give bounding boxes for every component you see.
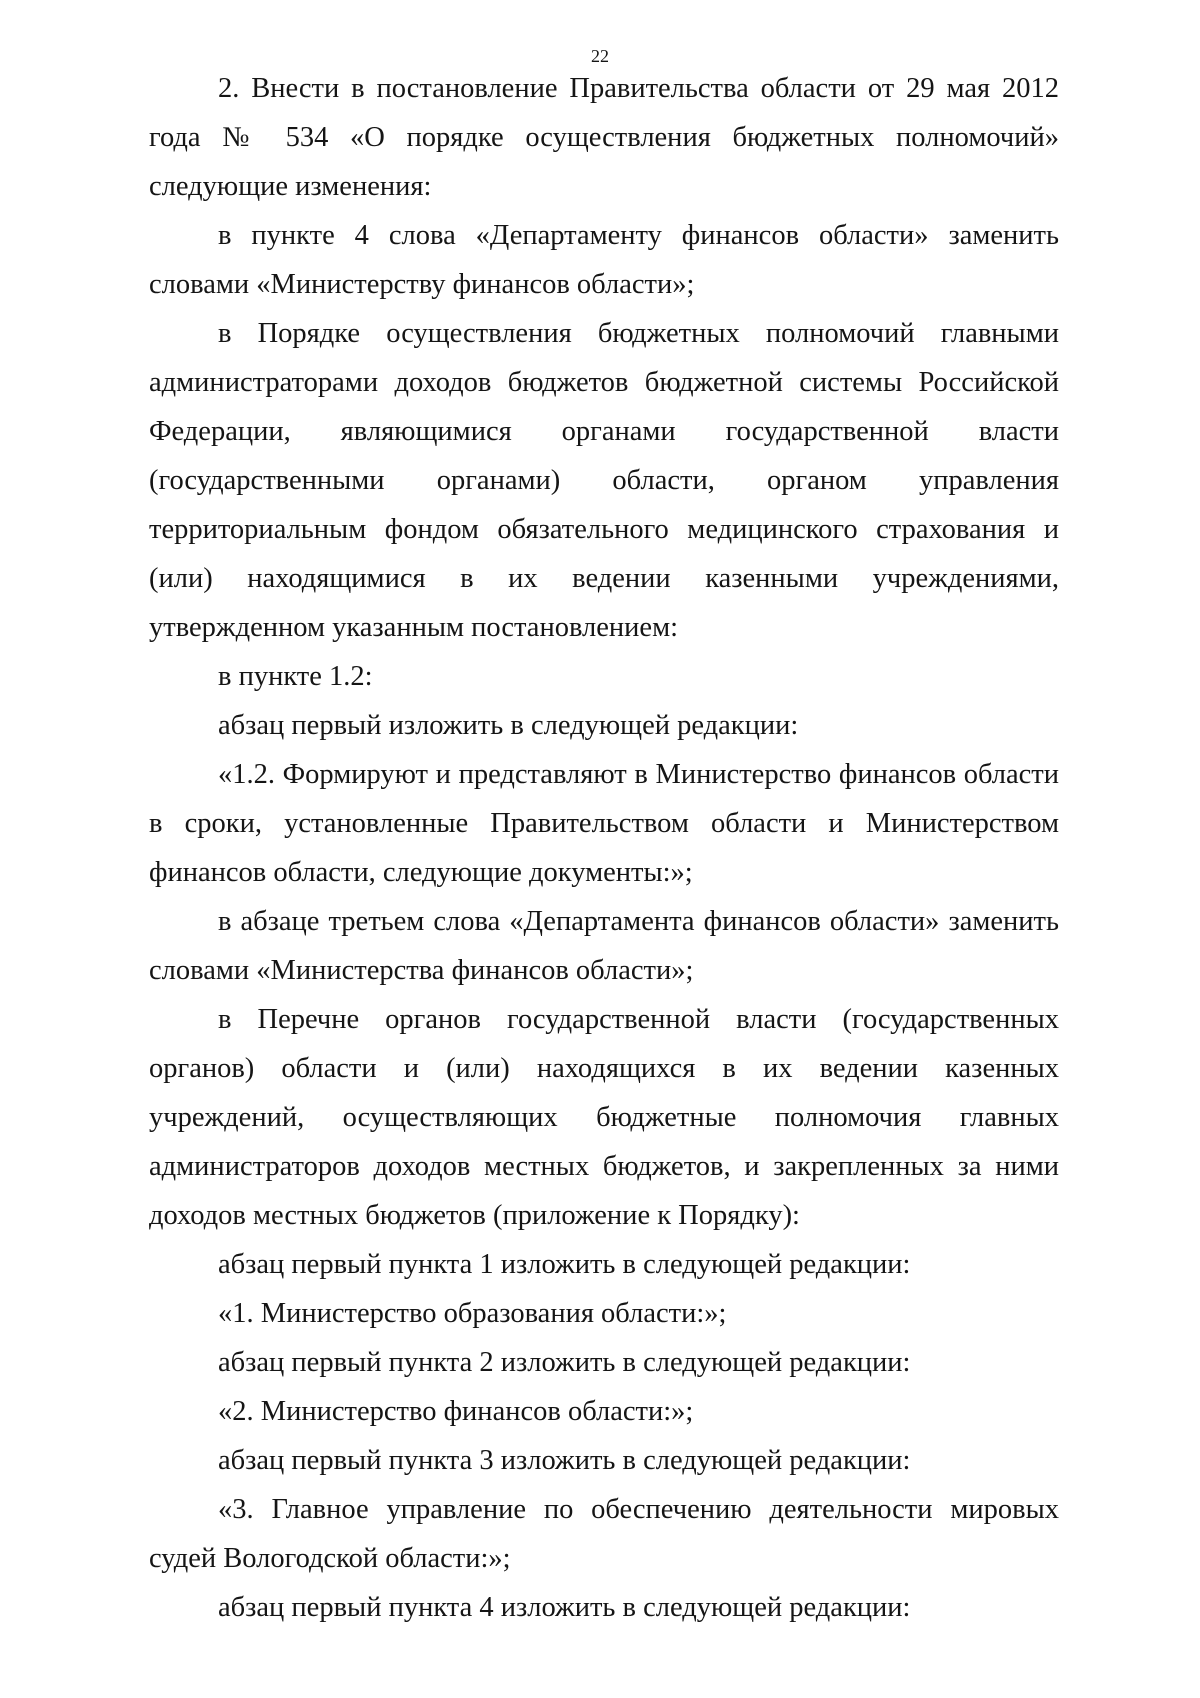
- paragraph-point-1-2: в пункте 1.2:: [218, 661, 373, 692]
- paragraph-third-abzac: в абзаце третьем слова «Департамента финансов области» заменить словами «Министерства финансов области»;: [149, 906, 1059, 986]
- page-number: 22: [591, 46, 609, 66]
- paragraph-list-change: в Перечне органов государственной власти (государственных органов) области и (или) находящихся в их ведении казенных учреждений, осуществляющих бюджетные полномочия главных администраторов доходов местных бюджетов, и закрепленных за ними доходов местных бюджетов (приложение к Порядку):: [149, 1004, 1059, 1231]
- paragraph-point-4-change: в пункте 4 слова «Департаменту финансов области» заменить словами «Министерству финансов области»;: [149, 220, 1059, 300]
- paragraph-quote-1: «1. Министерство образования области:»;: [218, 1298, 727, 1329]
- paragraph-point-4-abzac: абзац первый пункта 4 изложить в следующей редакции:: [218, 1592, 911, 1623]
- paragraph-point-3-abzac: абзац первый пункта 3 изложить в следующей редакции:: [218, 1445, 911, 1476]
- paragraph-quote-1-2: «1.2. Формируют и представляют в Министерство финансов области в сроки, установленные Правительством области и Министерством финансов области, следующие документы:»;: [149, 759, 1059, 888]
- paragraph-first-abzac: абзац первый изложить в следующей редакции:: [218, 710, 799, 741]
- paragraph-point-1-abzac: абзац первый пункта 1 изложить в следующей редакции:: [218, 1249, 911, 1280]
- paragraph-item-2-intro: 2. Внести в постановление Правительства области от 29 мая 2012 года № 534 «О порядке осуществления бюджетных полномочий» следующие изменения:: [149, 73, 1059, 202]
- document-body: [149, 64, 1059, 1632]
- paragraph-point-2-abzac: абзац первый пункта 2 изложить в следующей редакции:: [218, 1347, 911, 1378]
- paragraph-procedure-change: в Порядке осуществления бюджетных полномочий главными администраторами доходов бюджетов бюджетной системы Российской Федерации, являющимися органами государственной власти (государственными органами) области, органом управления территориальным фондом обязательного медицинского страхования и (или) находящимися в их ведении казенными учреждениями, утвержденном указанным постановлением:: [149, 318, 1059, 643]
- paragraph-quote-3: «3. Главное управление по обеспечению деятельности мировых судей Вологодской области:»;: [149, 1494, 1059, 1574]
- paragraph-quote-2: «2. Министерство финансов области:»;: [218, 1396, 694, 1427]
